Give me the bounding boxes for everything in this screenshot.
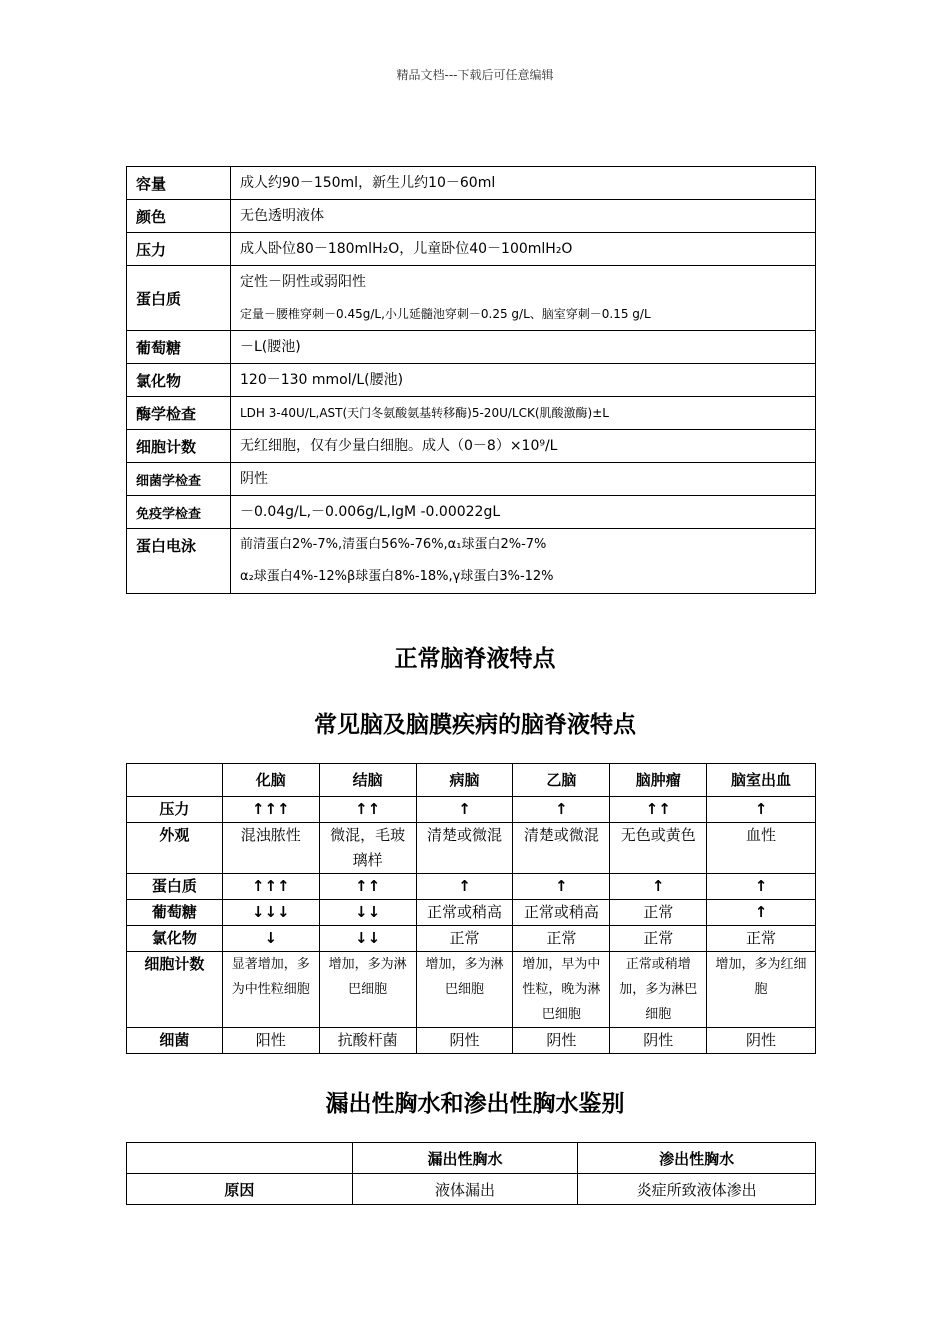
row-label: 细胞计数 <box>127 952 223 1028</box>
cell: 正常或稍高 <box>416 900 513 926</box>
row-label: 原因 <box>127 1174 353 1205</box>
row-label: 免疫学检查 <box>127 496 231 529</box>
table-row <box>127 496 816 529</box>
cell: ↓↓ <box>319 900 416 926</box>
cell: 混浊脓性 <box>222 823 319 874</box>
cell: 正常 <box>416 926 513 952</box>
row-value <box>231 364 816 397</box>
value-line: 前清蛋白2%-7%,清蛋白56%-76%,α₁球蛋白2%-7% <box>240 537 547 552</box>
cell: 显著增加，多为中性粒细胞 <box>222 952 319 1028</box>
table-header-row <box>127 764 816 797</box>
value-line: 成人卧位80－180mlH₂O，儿童卧位40－100mlH₂O <box>240 241 573 257</box>
cell: 阴性 <box>707 1028 816 1054</box>
header-cell: 渗出性胸水 <box>578 1143 816 1174</box>
cell: 正常 <box>707 926 816 952</box>
cell: ↓↓ <box>319 926 416 952</box>
row-label: 酶学检查 <box>127 397 231 430</box>
row-value <box>231 200 816 233</box>
pleural-effusion-table <box>126 1142 816 1205</box>
cell: ↑ <box>513 874 610 900</box>
header-note: 精品文档---下载后可任意编辑 <box>396 68 554 82</box>
value-line: 定量－腰椎穿刺－0.45g/L,小儿延髓池穿刺－0.25 g/L、脑室穿刺－0.15 g/L <box>240 307 651 321</box>
header-cell <box>127 764 223 797</box>
table-row <box>127 1174 816 1205</box>
cell: 增加，多为淋巴细胞 <box>319 952 416 1028</box>
table-row <box>127 397 816 430</box>
row-label: 压力 <box>127 797 223 823</box>
cell: 清楚或微混 <box>513 823 610 874</box>
row-value <box>231 167 816 200</box>
section-title: 常见脑及脑膜疾病的脑脊液特点 <box>314 712 636 738</box>
row-label: 细菌 <box>127 1028 223 1054</box>
cell: 增加，早为中性粒，晚为淋巴细胞 <box>513 952 610 1028</box>
cell: ↑↑ <box>610 797 707 823</box>
cell: ↑ <box>610 874 707 900</box>
value-line: 无红细胞，仅有少量白细胞。成人（0－8）×10⁹/L <box>240 438 558 454</box>
cell: 微混，毛玻璃样 <box>319 823 416 874</box>
table-row <box>127 364 816 397</box>
section-title: 漏出性胸水和渗出性胸水鉴别 <box>325 1091 625 1117</box>
row-value <box>231 397 816 430</box>
row-value <box>231 529 816 594</box>
row-value <box>231 331 816 364</box>
table-row <box>127 874 816 900</box>
value-line: 阴性 <box>240 471 268 487</box>
row-value <box>231 463 816 496</box>
row-label: 外观 <box>127 823 223 874</box>
header-cell <box>127 1143 353 1174</box>
normal-csf-table <box>126 166 816 594</box>
header-cell: 漏出性胸水 <box>352 1143 578 1174</box>
header-cell: 脑肿瘤 <box>610 764 707 797</box>
value-line: 120－130 mmol/L(腰池) <box>240 372 404 388</box>
cell: 血性 <box>707 823 816 874</box>
table-row <box>127 797 816 823</box>
disease-csf-table <box>126 763 816 1054</box>
value-line: 无色透明液体 <box>240 208 324 224</box>
table-row <box>127 331 816 364</box>
cell: 无色或黄色 <box>610 823 707 874</box>
cell: ↑ <box>513 797 610 823</box>
row-label: 葡萄糖 <box>127 331 231 364</box>
cell: 增加，多为淋巴细胞 <box>416 952 513 1028</box>
table-row <box>127 463 816 496</box>
header-cell: 化脑 <box>222 764 319 797</box>
header-cell: 病脑 <box>416 764 513 797</box>
cell: ↓↓↓ <box>222 900 319 926</box>
row-label: 氯化物 <box>127 926 223 952</box>
row-label: 颜色 <box>127 200 231 233</box>
cell: 液体漏出 <box>352 1174 578 1205</box>
cell: 正常 <box>610 900 707 926</box>
value-line: －L(腰池) <box>240 339 301 355</box>
table-row <box>127 233 816 266</box>
table-row <box>127 926 816 952</box>
cell: ↑ <box>707 797 816 823</box>
cell: ↑ <box>707 900 816 926</box>
cell: ↑↑ <box>319 797 416 823</box>
header-cell: 脑室出血 <box>707 764 816 797</box>
table-row <box>127 823 816 874</box>
table-row <box>127 430 816 463</box>
cell: 阳性 <box>222 1028 319 1054</box>
cell: 抗酸杆菌 <box>319 1028 416 1054</box>
table-row <box>127 900 816 926</box>
value-line: α₂球蛋白4%-12%β球蛋白8%-18%,γ球蛋白3%-12% <box>240 569 554 584</box>
table-row <box>127 1028 816 1054</box>
value-line: 定性－阴性或弱阳性 <box>240 274 366 290</box>
cell: 阴性 <box>610 1028 707 1054</box>
cell: 阴性 <box>513 1028 610 1054</box>
cell: ↓ <box>222 926 319 952</box>
cell: 增加，多为红细胞 <box>707 952 816 1028</box>
cell: 清楚或微混 <box>416 823 513 874</box>
row-label: 葡萄糖 <box>127 900 223 926</box>
cell: 正常或稍增加，多为淋巴细胞 <box>610 952 707 1028</box>
row-label: 蛋白电泳 <box>127 529 231 594</box>
row-value <box>231 496 816 529</box>
row-value <box>231 233 816 266</box>
header-cell: 乙脑 <box>513 764 610 797</box>
row-label: 容量 <box>127 167 231 200</box>
cell: 炎症所致液体渗出 <box>578 1174 816 1205</box>
cell: 正常或稍高 <box>513 900 610 926</box>
cell: ↑ <box>416 797 513 823</box>
row-label: 细菌学检查 <box>127 463 231 496</box>
row-label: 蛋白质 <box>127 266 231 331</box>
row-label: 蛋白质 <box>127 874 223 900</box>
cell: ↑↑↑ <box>222 874 319 900</box>
section-title: 正常脑脊液特点 <box>394 646 556 672</box>
cell: ↑ <box>416 874 513 900</box>
table-row <box>127 266 816 331</box>
table-row <box>127 167 816 200</box>
row-value <box>231 266 816 331</box>
value-line: －0.04g/L,－0.006g/L,IgM -0.00022gL <box>240 504 501 520</box>
value-line: LDH 3-40U/L,AST(天门冬氨酸氨基转移酶)5-20U/LCK(肌酸激酶)±L <box>240 406 609 420</box>
value-line: 成人约90－150ml，新生儿约10－60ml <box>240 175 496 191</box>
cell: ↑↑↑ <box>222 797 319 823</box>
table-row <box>127 200 816 233</box>
row-label: 压力 <box>127 233 231 266</box>
row-value <box>231 430 816 463</box>
cell: ↑ <box>707 874 816 900</box>
header-cell: 结脑 <box>319 764 416 797</box>
table-row <box>127 529 816 594</box>
cell: 阴性 <box>416 1028 513 1054</box>
cell: ↑↑ <box>319 874 416 900</box>
cell: 正常 <box>610 926 707 952</box>
cell: 正常 <box>513 926 610 952</box>
row-label: 氯化物 <box>127 364 231 397</box>
table-header-row <box>127 1143 816 1174</box>
table-row <box>127 952 816 1028</box>
row-label: 细胞计数 <box>127 430 231 463</box>
